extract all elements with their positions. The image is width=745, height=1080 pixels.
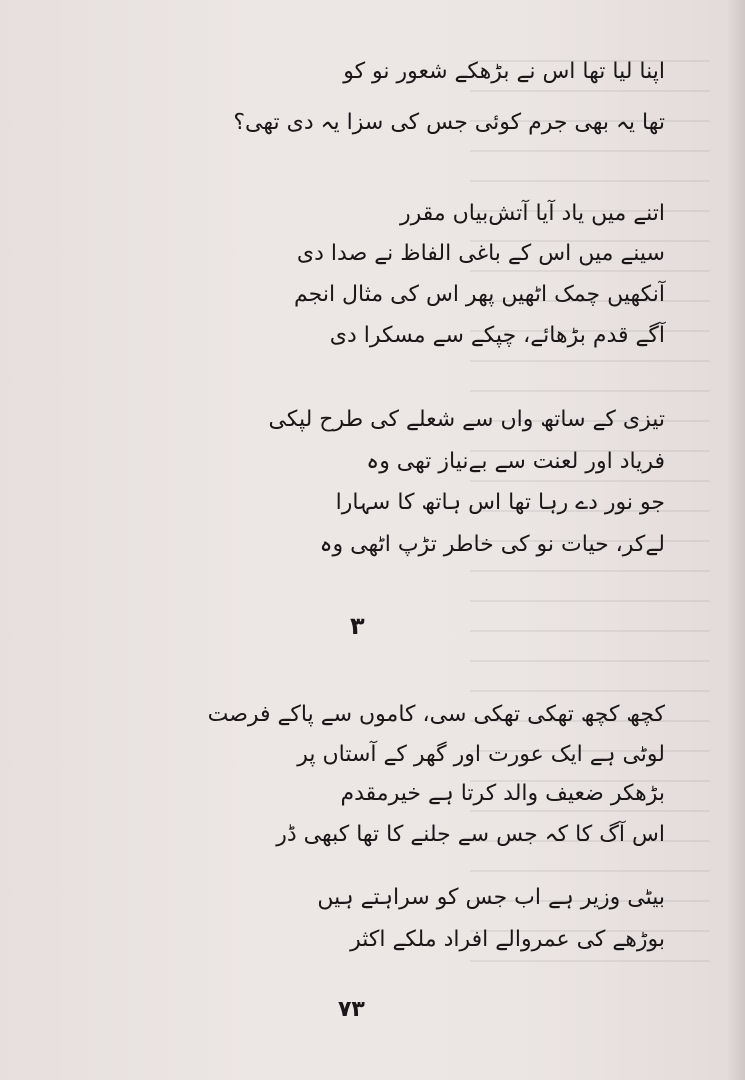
section-number: ۳ (350, 612, 365, 640)
poem-line: تیزی کے ساتھ واں سے شعلے کی طرح لپکی (268, 407, 665, 432)
poem-line: اپنا لیا تھا اس نے بڑھکے شعور نو کو (343, 59, 665, 84)
poem-line: بوڑھے کی عمروالے افراد ملکے اکثر (350, 927, 665, 952)
poem-line: سینے میں اس کے باغی الفاظ نے صدا دی (296, 241, 665, 266)
poem-line: تھا یہ بھی جرم کوئی جس کی سزا یہ دی تھی؟ (233, 110, 665, 135)
poem-line: جو نور دے رہا تھا اس ہاتھ کا سہارا (335, 490, 665, 515)
poem-line: لوٹی ہے ایک عورت اور گھر کے آستاں پر (297, 742, 665, 767)
poem-line: آنکھیں چمک اٹھیں پھر اس کی مثال انجم (293, 282, 665, 307)
poem-line: کچھ کچھ تھکی تھکی سی، کاموں سے پاکے فرصت (207, 702, 665, 727)
page-number: ۷۳ (338, 997, 365, 1022)
poem-line: اس آگ کا کہ جس سے جلنے کا تھا کبھی ڈر (276, 822, 665, 847)
page-edge-shadow (727, 0, 745, 1080)
poem-line: بڑھکر ضعیف والد کرتا ہے خیرمقدم (340, 781, 665, 806)
poem-line: اتنے میں یاد آیا آتش‌بیاں مقرر (399, 201, 665, 226)
poem-line: فریاد اور لعنت سے بےنیاز تھی وہ (366, 449, 665, 474)
poem-line: لےکر، حیات نو کی خاطر تڑپ اٹھی وہ (319, 532, 665, 557)
poem-line: بیٹی وزیر ہے اب جس کو سراہتے ہیں (317, 885, 665, 910)
poem-line: آگے قدم بڑھائے، چپکے سے مسکرا دی (329, 323, 665, 348)
